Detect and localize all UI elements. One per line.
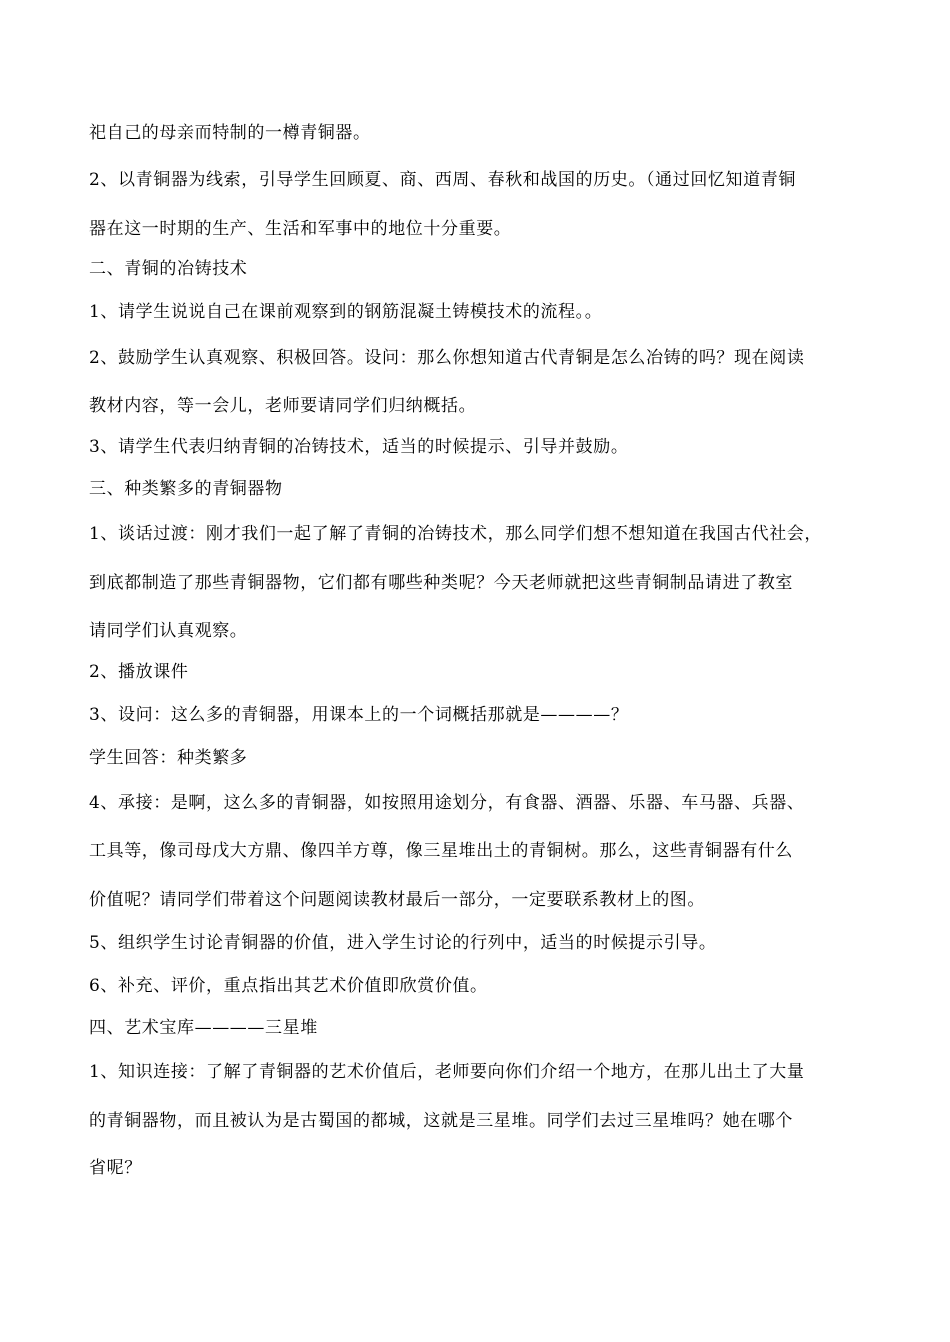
text-line: 的青铜器物，而且被认为是古蜀国的都城，这就是三星堆。同学们去过三星堆吗？她在哪个: [89, 1111, 793, 1131]
section-heading: 四、艺术宝库————三星堆: [89, 1018, 318, 1038]
section-heading: 三、种类繁多的青铜器物: [89, 479, 283, 499]
text-line: 2、以青铜器为线索，引导学生回顾夏、商、西周、春秋和战国的历史。（通过回忆知道青铜: [89, 170, 796, 190]
text-line: 3、设问：这么多的青铜器，用课本上的一个词概括那就是————？: [89, 705, 629, 725]
text-line: 2、鼓励学生认真观察、积极回答。设问：那么你想知道古代青铜是怎么冶铸的吗？现在阅读: [89, 348, 805, 368]
section-heading: 二、青铜的冶铸技术: [89, 259, 248, 279]
text-line: 省呢？: [89, 1158, 142, 1178]
text-line: 4、承接：是啊，这么多的青铜器，如按照用途划分，有食器、酒器、乐器、车马器、兵器、: [89, 793, 805, 813]
text-line: 价值呢？请同学们带着这个问题阅读教材最后一部分，一定要联系教材上的图。: [89, 890, 705, 910]
text-line: 1、请学生说说自己在课前观察到的钢筋混凝土铸模技术的流程。。: [89, 302, 603, 322]
text-line: 2、播放课件: [89, 662, 189, 682]
text-line: 3、请学生代表归纳青铜的冶铸技术，适当的时候提示、引导并鼓励。: [89, 437, 629, 457]
text-line: 到底都制造了那些青铜器物，它们都有哪些种类呢？今天老师就把这些青铜制品请进了教室: [89, 573, 793, 593]
text-line: 6、补充、评价，重点指出其艺术价值即欣赏价值。: [89, 976, 488, 996]
text-line: 工具等，像司母戊大方鼎、像四羊方尊，像三星堆出土的青铜树。那么，这些青铜器有什么: [89, 841, 793, 861]
text-line: 请同学们认真观察。: [89, 621, 248, 641]
text-line: 1、谈话过渡：刚才我们一起了解了青铜的冶铸技术，那么同学们想不想知道在我国古代社会，: [89, 524, 823, 544]
text-line: 1、知识连接：了解了青铜器的艺术价值后，老师要向你们介绍一个地方，在那儿出土了大量: [89, 1062, 805, 1082]
text-line: 5、组织学生讨论青铜器的价值，进入学生讨论的行列中，适当的时候提示引导。: [89, 933, 717, 953]
text-line: 教材内容，等一会儿，老师要请同学们归纳概括。: [89, 396, 477, 416]
text-line: 祀自己的母亲而特制的一樽青铜器。: [89, 123, 371, 143]
text-line: 器在这一时期的生产、生活和军事中的地位十分重要。: [89, 219, 512, 239]
text-line: 学生回答：种类繁多: [89, 748, 248, 768]
